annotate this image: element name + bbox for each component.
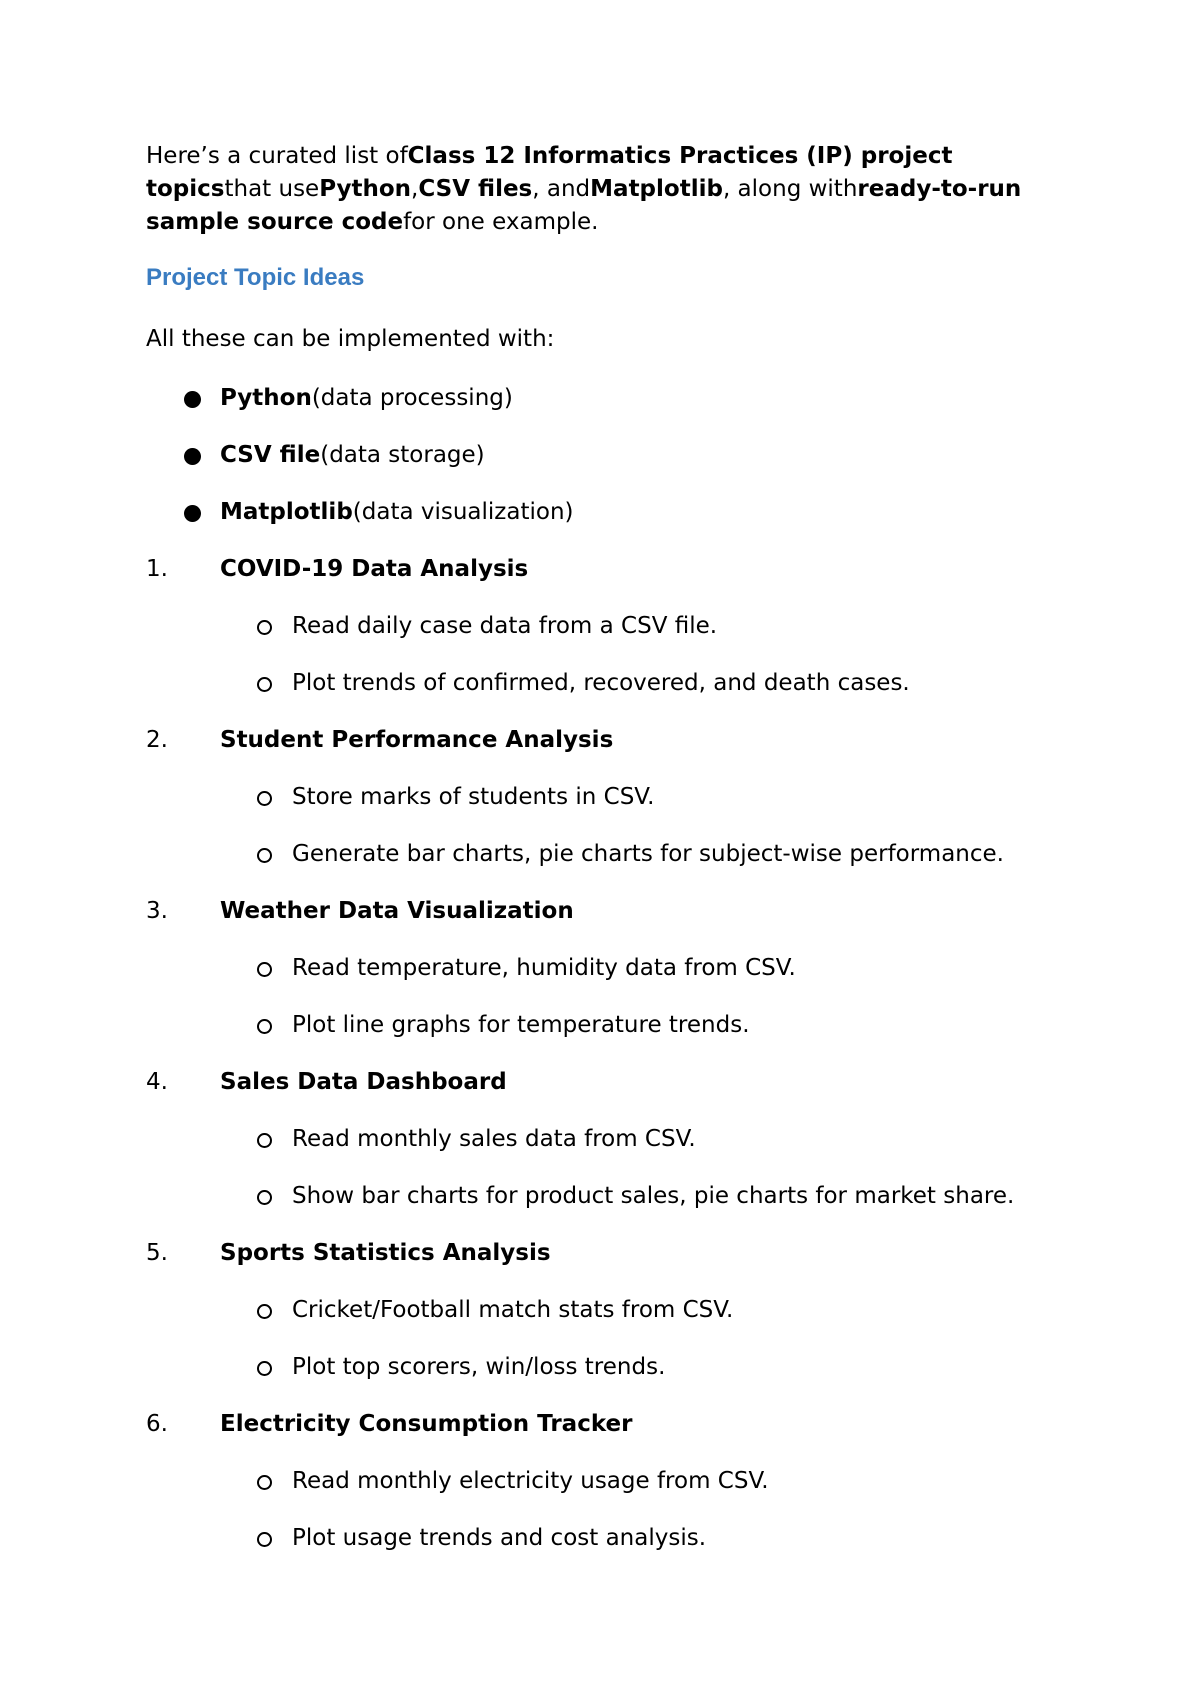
intro-bold-topics: Class 12 Informatics Practices (IP) project topics [146, 143, 953, 202]
tool-item [220, 383, 513, 413]
hollow-bullet-icon [257, 1475, 272, 1490]
topic-point: Read monthly electricity usage from CSV. [292, 1468, 769, 1494]
document-page [146, 140, 1076, 1551]
topic-number: 6. [146, 1411, 168, 1437]
topic-number: 1. [146, 556, 168, 582]
filled-bullet-icon [184, 448, 201, 465]
intro-text: , and [532, 176, 591, 202]
hollow-bullet-icon [257, 620, 272, 635]
hollow-bullet-icon [257, 848, 272, 863]
topic-point: Plot trends of confirmed, recovered, and death cases. [292, 670, 910, 696]
topic-point: Read monthly sales data from CSV. [292, 1126, 696, 1152]
topic-point: Store marks of students in CSV. [292, 784, 655, 810]
hollow-bullet-icon [257, 1190, 272, 1205]
filled-bullet-icon [184, 505, 201, 522]
hollow-bullet-icon [257, 962, 272, 977]
section-heading: Project Topic Ideas [146, 264, 365, 291]
tool-description: (data visualization) [352, 499, 574, 525]
intro-paragraph [146, 140, 1076, 239]
lead-text: All these can be implemented with: [146, 326, 555, 352]
intro-bold-matplotlib: Matplotlib [590, 176, 723, 202]
filled-bullet-icon [184, 391, 201, 408]
topic-number: 2. [146, 727, 168, 753]
topic-point: Generate bar charts, pie charts for subject-wise performance. [292, 841, 1004, 867]
intro-text: , [411, 176, 419, 202]
topic-title: Sales Data Dashboard [220, 1069, 507, 1095]
topic-title: Student Performance Analysis [220, 727, 614, 753]
tool-item [220, 440, 485, 470]
hollow-bullet-icon [257, 1019, 272, 1034]
tool-name: Python [220, 385, 312, 411]
topic-number: 3. [146, 898, 168, 924]
tool-description: (data processing) [311, 385, 513, 411]
intro-text: that use [224, 176, 320, 202]
topic-title: COVID-19 Data Analysis [220, 556, 529, 582]
intro-text: for one example. [403, 209, 599, 235]
tool-item [220, 497, 574, 527]
topic-title: Sports Statistics Analysis [220, 1240, 551, 1266]
tool-name: CSV file [220, 442, 321, 468]
topic-point: Cricket/Football match stats from CSV. [292, 1297, 734, 1323]
intro-bold-csv: CSV files [418, 176, 533, 202]
hollow-bullet-icon [257, 1532, 272, 1547]
topic-title: Electricity Consumption Tracker [220, 1411, 633, 1437]
topic-point: Show bar charts for product sales, pie charts for market share. [292, 1183, 1015, 1209]
topic-point: Plot usage trends and cost analysis. [292, 1525, 707, 1551]
topic-point: Plot top scorers, win/loss trends. [292, 1354, 666, 1380]
topic-number: 4. [146, 1069, 168, 1095]
topic-point: Plot line graphs for temperature trends. [292, 1012, 750, 1038]
topic-number: 5. [146, 1240, 168, 1266]
intro-bold-python: Python [319, 176, 412, 202]
hollow-bullet-icon [257, 1304, 272, 1319]
hollow-bullet-icon [257, 1133, 272, 1148]
intro-text: , along with [722, 176, 858, 202]
hollow-bullet-icon [257, 677, 272, 692]
tool-description: (data storage) [320, 442, 485, 468]
hollow-bullet-icon [257, 1361, 272, 1376]
tool-name: Matplotlib [220, 499, 353, 525]
intro-text: Here’s a curated list of [146, 143, 408, 169]
intro-bold-sample-code: ready-to-run sample source code [146, 176, 1022, 235]
topic-title: Weather Data Visualization [220, 898, 574, 924]
topic-point: Read daily case data from a CSV file. [292, 613, 718, 639]
topic-point: Read temperature, humidity data from CSV. [292, 955, 796, 981]
hollow-bullet-icon [257, 791, 272, 806]
